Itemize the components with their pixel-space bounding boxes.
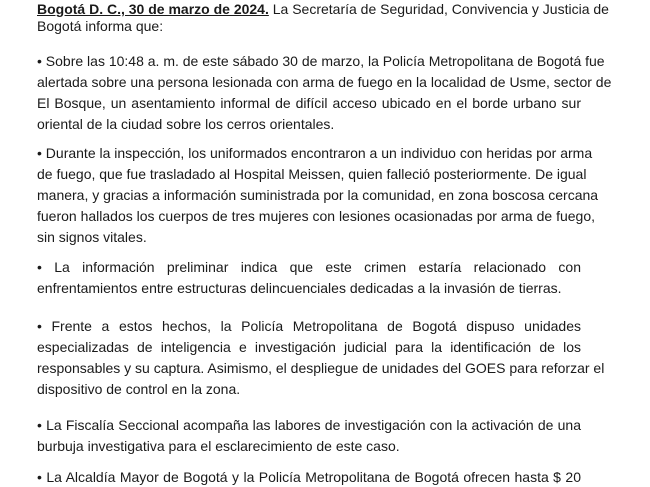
paragraph-line: enfrentamientos entre estructuras delincuenciales dedicadas a la invasión de tierras. [37,280,562,296]
paragraph-line: responsables y su captura. Asimismo, el despliegue de unidades del GOES para reforzar el [37,360,605,376]
paragraph-line [37,414,581,436]
paragraph-line: burbuja investigativa para el esclarecimiento de este caso. [37,438,400,454]
paragraph-text: Sobre las 10:48 a. m. de este sábado 30 de marzo, la Policía Metropolitana de Bogotá fue [41,53,605,69]
paragraph-line: oriental de la ciudad sobre los cerros orientales. [37,116,335,132]
paragraph-text: La Fiscalía Seccional acompaña las labores de investigación con la activación de una [41,417,581,433]
dateline: Bogotá D. C., 30 de marzo de 2024. [37,1,269,17]
paragraph-text: Frente a estos hechos, la Policía Metropolitana de Bogotá dispuso unidades [41,318,581,334]
intro-line-2: Bogotá informa que: [37,18,164,34]
bullet-icon: • [37,318,42,334]
paragraph-line: alertada sobre una persona lesionada con arma de fuego en la localidad de Usme, sector de [37,74,612,90]
paragraph-line: El Bosque, un asentamiento informal de difícil acceso ubicado en el borde urbano sur [37,95,581,111]
paragraph-line: fueron hallados los cuerpos de tres mujeres con lesiones ocasionadas por arma de fuego, [37,208,595,224]
bullet-icon: • [37,145,42,161]
paragraph-text: Durante la inspección, los uniformados encontraron a un individuo con heridas por arma [41,145,593,161]
intro-line-1-rest: La Secretaría de Seguridad, Convivencia y Justicia de [268,1,609,17]
paragraph-line [37,256,581,278]
paragraph-line: manera, y gracias a información suministrada por la comunidad, en zona boscosa cercana [37,187,599,203]
paragraph-line: especializadas de inteligencia e investigación judicial para la identificación de los [37,339,581,355]
paragraph-line: de fuego, que fue trasladado al Hospital Meissen, quien falleció posteriormente. De igual [37,166,587,182]
paragraph-text: La Alcaldía Mayor de Bogotá y la Policía Metropolitana de Bogotá ofrecen hasta $ 20 [41,469,581,485]
bullet-icon: • [37,469,42,485]
paragraph-line: sin signos vitales. [37,229,147,245]
paragraph-line [37,50,605,72]
bullet-icon: • [37,259,42,275]
paragraph-text: La información preliminar indica que este crimen estaría relacionado con [41,259,581,275]
paragraph-line [37,466,581,487]
paragraph-line [37,142,593,164]
paragraph-line [37,315,581,337]
bullet-icon: • [37,53,42,69]
bullet-icon: • [37,417,42,433]
paragraph-line: dispositivo de control en la zona. [37,381,241,397]
